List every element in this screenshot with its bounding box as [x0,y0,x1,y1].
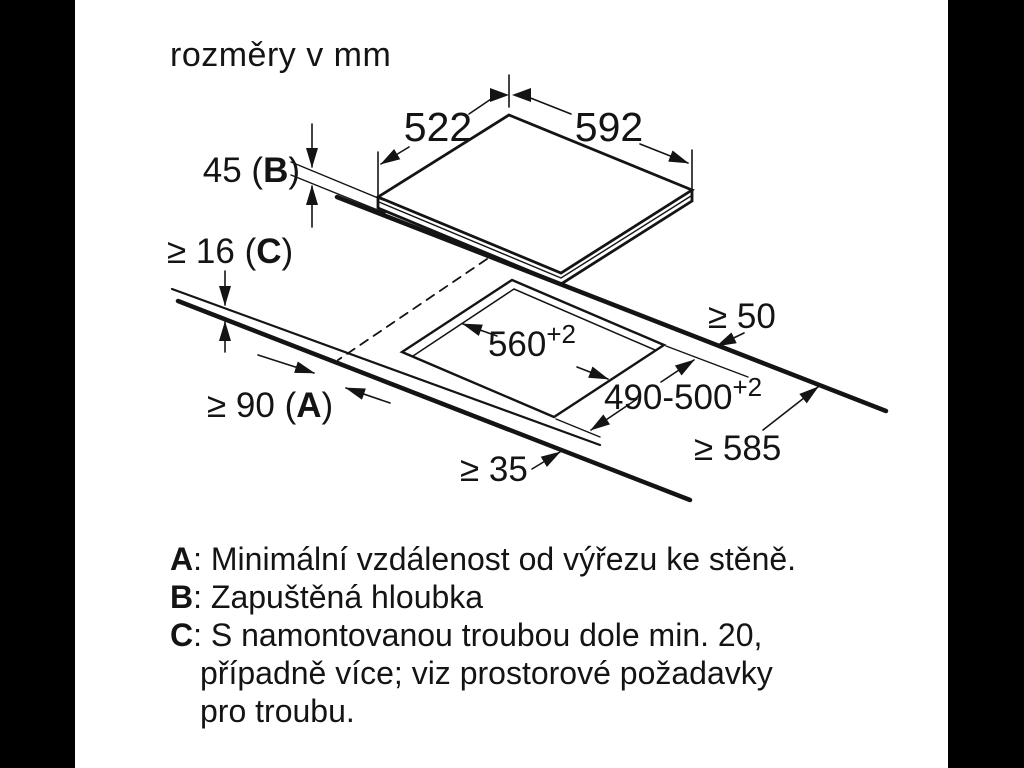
dim-label-50: ≥ 50 [708,297,776,336]
legend-text-b: : Zapuštěná hloubka [193,579,484,615]
dim-90a-arrow-right [346,388,390,403]
dim-35-arrow [532,452,560,469]
dim-label-585: ≥ 585 [694,429,782,468]
dim-label-16c: ≥ 16 (C) [167,232,294,271]
dim-592-arrow-lower [640,144,688,163]
legend-text-a: : Minimální vzdálenost od výřezu ke stěně. [193,541,797,577]
dim-label-35: ≥ 35 [460,450,528,489]
dim-label-560: $560^{+2}$ [487,319,577,364]
legend-letter-b: B [170,579,194,615]
dim-592-arrowhead-left [512,88,531,102]
legend-text-c: : S namontovanou troubou dole min. 20, [193,617,763,653]
page-title: rozměry v mm [170,36,392,74]
dim-label-490-500: $490-500^{+2}$ [604,372,763,417]
dim-90a-arrow-left [258,355,314,373]
legend-text-c3: pro troubu. [200,693,355,729]
legend-letter-c: C [170,617,194,653]
legend-letter-a: A [170,541,194,577]
dim-592-line-upper [528,97,571,114]
legend-row-c3 [170,692,796,730]
dim-585-arrow [763,387,818,430]
dim-label-90a: ≥ 90 (A) [207,386,334,425]
dim-label-592: 592 [574,104,644,150]
dim-label-45b: 45 (B) [202,151,300,190]
legend-row-c [170,616,796,654]
dim-label-522: 522 [403,104,473,150]
legend-text-c2: případně více; viz prostorové požadavky [200,655,773,691]
legend-row-b [170,578,796,616]
dim-522-arrowhead-right [490,88,509,102]
legend-row-a [170,540,796,578]
legend [170,540,796,730]
legend-row-c2 [170,654,796,692]
